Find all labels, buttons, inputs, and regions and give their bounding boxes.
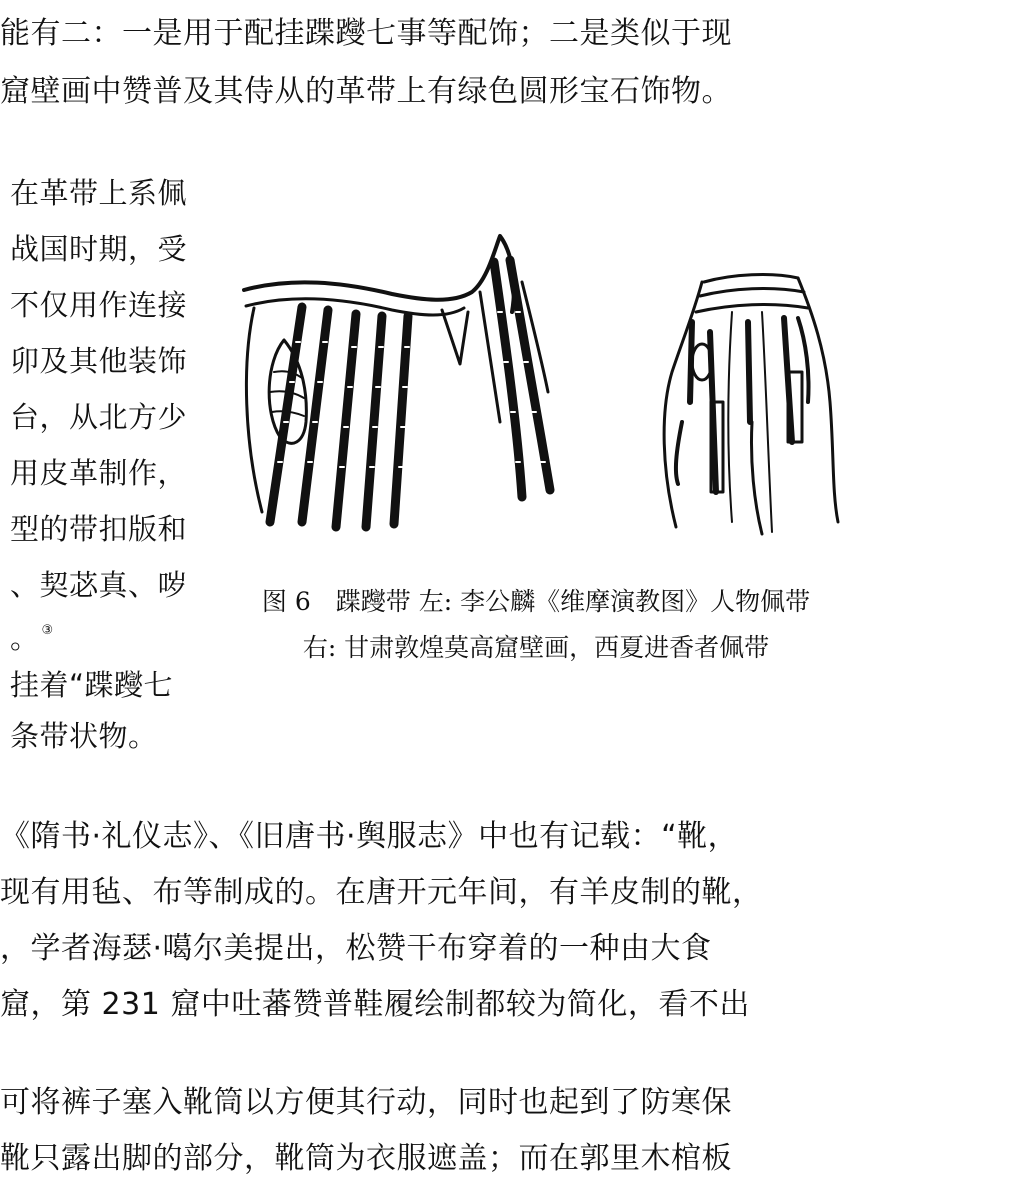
- text-line: ，学者海瑟·噶尔美提出，松赞干布穿着的一种由大食: [0, 931, 712, 966]
- text-line: 、契苾真、哕: [10, 568, 188, 602]
- text-line: 挂着“蹀躞七: [10, 668, 174, 702]
- text-line: 现有用毡、布等制成的。在唐开元年间，有羊皮制的靴，: [0, 875, 763, 910]
- footnote-mark: ③: [41, 623, 54, 638]
- right-belt-drawing: [664, 275, 838, 534]
- figure-illustration: [232, 222, 848, 540]
- text-line: 可将裤子塞入靴筒以方便其行动，同时也起到了防寒保: [0, 1085, 732, 1120]
- text-line: 靴只露出脚的部分，靴筒为衣服遮盖；而在郭里木棺板: [0, 1141, 732, 1176]
- text-line: 《隋书·礼仪志》、《旧唐书·舆服志》中也有记载：“靴，: [0, 819, 739, 854]
- text-line: 能有二：一是用于配挂蹀躞七事等配饰；二是类似于现: [0, 16, 732, 51]
- text-line: 卯及其他装饰: [10, 344, 188, 378]
- text-line: 在革带上系佩: [10, 176, 188, 210]
- text-line: 战国时期，受: [10, 232, 188, 266]
- text-line: 条带状物。: [10, 719, 158, 753]
- figure-caption-line-2: 右: 甘肃敦煌莫高窟壁画，西夏进香者佩带: [302, 633, 770, 662]
- text-line: 型的带扣版和: [10, 512, 188, 546]
- left-belt-drawing: [244, 236, 550, 527]
- text-line: 不仅用作连接: [10, 288, 188, 322]
- belt-drawings: [232, 222, 848, 540]
- text-line: 台，从北方少: [10, 400, 188, 434]
- text-line: 用皮革制作，: [10, 456, 188, 490]
- text-line: 窟壁画中赞普及其侍从的革带上有绿色圆形宝石饰物。: [0, 74, 732, 109]
- text-fragment: 。: [10, 621, 40, 655]
- text-line: [10, 611, 54, 658]
- figure-caption-line-1: 图 6 蹀躞带 左: 李公麟《维摩演教图》人物佩带: [261, 587, 811, 616]
- text-line: 窟，第 231 窟中吐蕃赞普鞋履绘制都较为简化，看不出: [0, 987, 750, 1022]
